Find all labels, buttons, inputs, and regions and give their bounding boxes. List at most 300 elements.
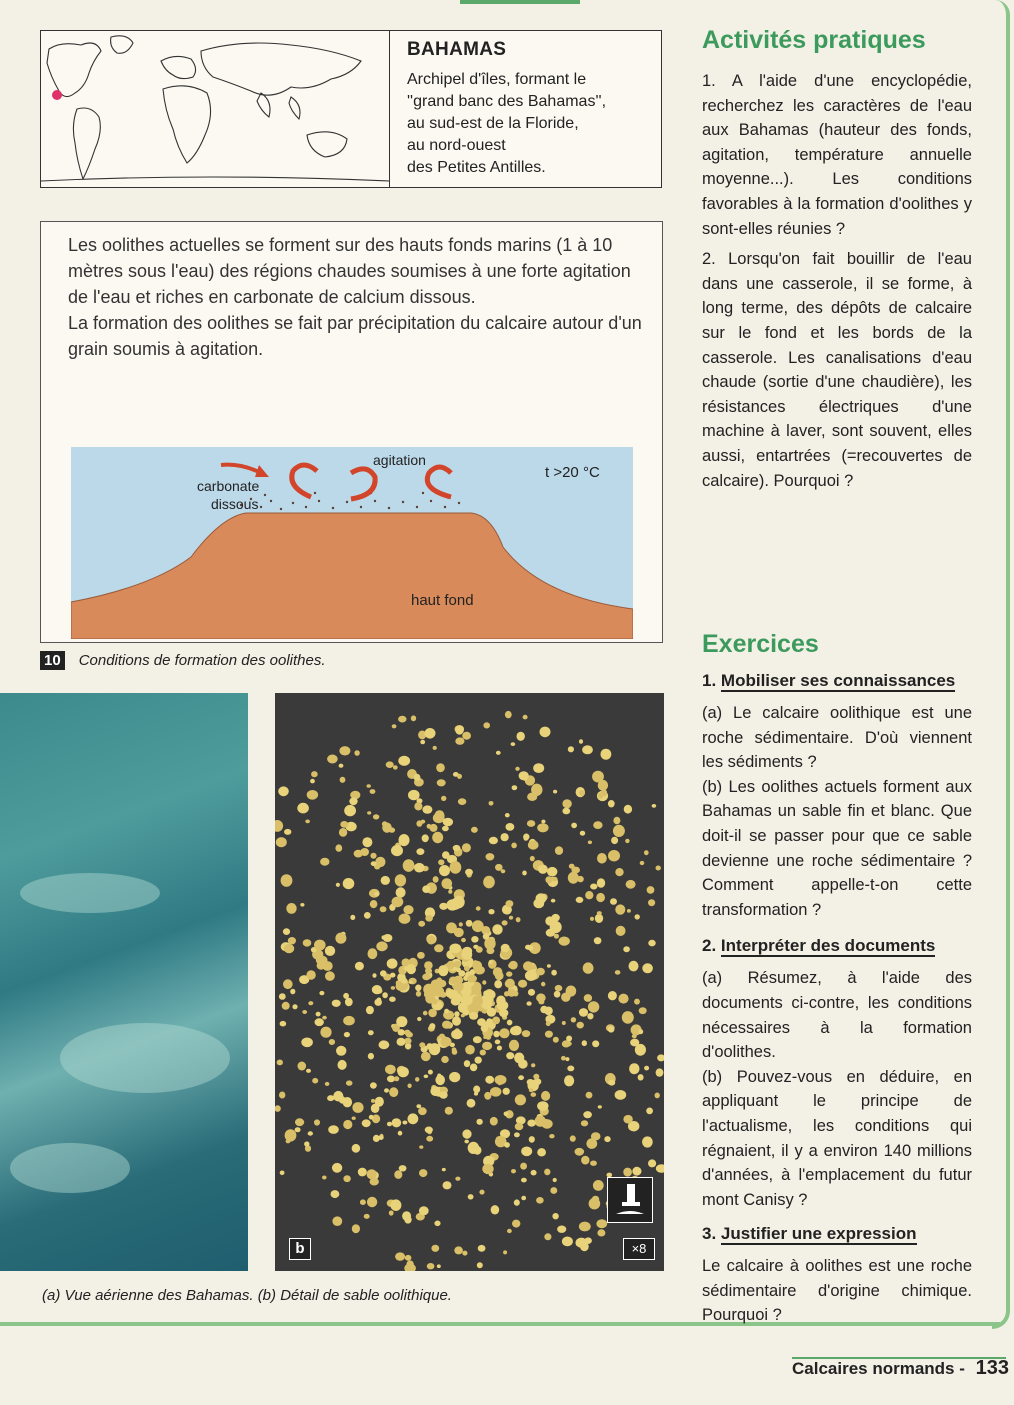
sand-grain [344,805,356,816]
sand-grain [507,1229,512,1233]
top-accent-bar [460,0,580,4]
sand-grain [280,1021,287,1027]
sand-grain [497,1046,502,1051]
bahamas-line-5: des Petites Antilles. [407,159,546,176]
sand-grain [632,1167,641,1176]
sand-grain [379,1040,390,1049]
sand-grain [443,1181,452,1189]
sand-grain [443,818,453,827]
sand-grain [562,808,570,815]
sand-grain [506,900,514,907]
sand-grain [466,920,473,927]
sand-grain [422,834,429,842]
sand-grain [540,727,551,738]
exercise-3-text: Le calcaire à oolithes est une roche sédimentaire d'origine chimique. Pourquoi ? [702,1257,972,1325]
sand-grain [583,962,594,973]
sand-grain [424,961,433,969]
sand-grain [562,1237,573,1247]
sand-grain [511,1169,516,1173]
sand-grain [551,970,557,976]
sand-grain [472,996,483,1007]
sand-grain [553,1178,557,1182]
sand-grain [417,1017,421,1021]
sand-grain [533,763,544,773]
sand-grain [523,961,533,971]
sand-grain [332,1163,342,1173]
sand-grain [469,1012,478,1020]
sand-grain [390,973,396,978]
sand-grain [464,1140,469,1144]
sand-grain [452,1047,457,1051]
sand-grain [581,1120,588,1126]
sand-grain [277,1060,283,1066]
sand-grain [547,964,551,967]
sand-grain [639,1007,647,1014]
sand-grain [339,764,344,768]
exercise-2-title: Interpréter des documents [720,936,936,956]
sand-grain [527,1079,534,1085]
world-map [41,31,390,187]
sand-grain [488,909,494,914]
sand-grain [522,871,527,876]
sand-grain [495,1075,507,1085]
sand-grain [531,1063,535,1067]
sand-grain [588,841,592,845]
sand-grain [613,825,625,837]
sand-grain [608,850,620,861]
sand-grain [516,917,521,922]
bahamas-info [407,39,657,179]
sand-grain [385,1065,396,1075]
sand-grain [458,798,466,805]
sand-grain [494,980,502,988]
sand-grain [538,865,548,874]
sand-grain [495,1040,501,1045]
sand-grain [376,941,387,951]
sand-grain [429,1023,435,1029]
sand-grain [461,1014,465,1017]
sand-grain [398,1067,409,1078]
sand-grain [461,938,466,942]
sand-grain [571,1017,576,1022]
sand-grain [505,711,512,718]
sand-grain [629,1063,639,1074]
sand-grain [320,858,329,866]
sand-grain [284,944,294,953]
sand-grain [422,974,430,981]
sand-grain [528,840,539,849]
sand-grain [392,897,404,908]
sand-grain [391,845,403,856]
sand-grain [430,824,438,832]
sand-grain [555,985,563,991]
sand-grain [391,986,395,990]
sand-grain [439,1091,447,1098]
sand-grain [387,1076,395,1083]
sand-grain [387,1122,392,1127]
bahamas-line-3: au sud-est de la Floride, [407,115,579,132]
sand-grain [449,944,461,954]
sand-grain [418,1107,427,1115]
sand-grain [496,996,506,1007]
sand-grain [459,922,463,926]
sand-grain [362,837,372,847]
sand-grain [545,1031,553,1038]
sand-grain [652,804,657,808]
sand-grain [276,837,287,847]
sand-grain [328,1125,339,1134]
sand-grain [371,861,377,866]
sand-grain [284,829,291,835]
sand-grain [416,848,424,855]
sand-grain [565,1057,569,1061]
sand-grain [453,896,465,909]
sand-grain [579,1008,588,1017]
sand-grain [527,1001,532,1005]
sand-grain [390,959,395,964]
exercices-section [702,630,972,1328]
sand-grain [506,1052,514,1059]
sand-grain [618,994,628,1004]
sand-grain [465,1045,475,1055]
sand-grain [490,1087,501,1097]
sand-grain [440,992,447,998]
sand-grain [306,1069,311,1073]
sand-grain [419,1169,427,1177]
sand-grain [436,763,445,772]
sand-grain [493,1031,499,1038]
sand-grain [515,767,519,771]
sand-grain [285,1129,297,1141]
sand-grain [587,1013,593,1019]
sand-grain [344,1032,350,1037]
sand-grain [575,1148,585,1156]
sand-grain [427,936,436,945]
sand-grain [615,970,621,975]
sand-grain [495,864,503,871]
sand-grain [395,874,406,886]
sand-grain [352,1144,361,1153]
sand-grain [311,771,318,777]
sand-grain [467,975,477,983]
sand-grain [372,973,376,978]
sand-grain [518,1059,528,1068]
sand-grain [439,865,450,876]
sand-grain [444,1022,448,1026]
sand-grain [390,1199,401,1211]
sand-grain [455,725,464,734]
sand-grain [598,793,604,799]
activite-1: 1. A l'aide d'une encyclopédie, recherchez les caractères de l'eau aux Bahamas (hauteur des fonds, agitation, température annuelle moyenne...). Les conditions favorables à la formation d'oolithes y sont-elles réunies ? [702,72,972,238]
sand-grain [404,1030,411,1036]
sand-grain [399,1165,407,1171]
sand-grain [432,832,443,843]
sand-grain [286,903,296,914]
photo-b-badge: b [289,1238,311,1260]
sand-grain [308,1001,313,1005]
sand-grain [367,811,371,814]
sand-grain [562,1021,566,1025]
sand-grain [546,1021,551,1026]
sand-grain [595,914,603,923]
exercise-1-heading [702,671,972,691]
sand-grain [364,912,371,919]
sand-grain [450,861,462,874]
sand-grain [392,724,397,728]
sand-grain [340,821,348,828]
sand-grain [552,1213,558,1219]
sand-grain [615,904,625,914]
sand-grain [371,1099,375,1103]
sand-grain [416,1104,421,1108]
sand-grain [656,1068,664,1076]
sand-grain [559,937,570,946]
sand-grain [300,806,304,810]
activites-title: Activités pratiques [702,26,926,54]
sand-grain [550,921,562,933]
sand-grain [300,903,304,907]
sand-grain [431,980,439,989]
sand-grain [506,823,515,831]
doc10-number: 10 [40,651,65,670]
sand-grain [432,999,438,1004]
sand-grain [568,746,574,752]
sand-grain [555,846,563,855]
sand-grain [403,905,413,914]
sand-grain [615,1090,627,1100]
sand-grain [378,1135,384,1140]
sand-grains [275,693,664,1271]
sand-grain [503,1250,507,1254]
sand-grain [582,1040,587,1046]
sand-grain [529,1136,535,1143]
sand-grain [523,715,528,720]
sand-grain [551,899,556,903]
sand-grain [483,876,495,889]
sand-grain [647,886,655,894]
sand-grain [592,1040,599,1047]
sand-grain [635,1044,646,1056]
sand-grain [374,892,379,896]
sand-grain [483,1036,487,1039]
sand-grain [343,1175,350,1182]
sand-grain [408,1113,419,1124]
sand-grain [325,1082,330,1086]
page-number: 133 [975,1357,1010,1379]
sand-grain [403,859,415,872]
footer-chapter: Calcaires normands - [792,1359,965,1378]
sand-grain [335,933,346,944]
sand-grain [458,1002,468,1013]
sand-grain [541,1091,550,1101]
doc10-paragraph-2: La formation des oolithes se fait par précipitation du calcaire autour d'un grain soumis à agitation. [68,313,642,359]
sand-grain [504,1112,509,1117]
sand-grain [531,1092,537,1097]
sand-grain [655,1093,660,1099]
sand-grain [362,1119,371,1127]
sand-grain [441,1056,449,1063]
bahamas-title: BAHAMAS [407,39,507,60]
sand-grain [596,893,605,902]
sand-grain [505,979,514,987]
sand-grain [509,1040,519,1051]
exercise-1a: (a) Le calcaire oolithique est une roche sédimentaire. D'où viennent les sédiments ? [702,704,972,772]
sand-grain [322,1176,327,1180]
sand-grain [482,1164,493,1174]
sand-grain [416,991,421,997]
sand-grain [634,999,640,1005]
exercise-1-number: 1. [702,671,717,690]
sand-grain [473,1036,482,1043]
label-temperature: t >20 °C [545,464,600,481]
sand-grain [345,998,353,1006]
sand-grain [314,940,326,951]
sand-grain [638,1029,643,1034]
sand-grain [346,1080,353,1085]
sand-grain [487,1018,493,1024]
sand-grain [616,926,626,936]
sand-grain [608,1026,615,1032]
sand-grain [531,1170,537,1176]
sand-grain [490,1158,495,1162]
sand-grain [541,1119,552,1129]
sand-grain [430,1086,440,1096]
sand-grain [352,1224,360,1233]
sand-grain [464,966,470,971]
sand-grain [515,1094,526,1105]
sand-grain [482,980,486,984]
sand-grain [579,790,585,796]
sand-grain [382,992,388,998]
sand-grain [462,732,471,740]
sand-grain [429,1043,441,1055]
bahamas-line-1: Archipel d'îles, formant le [407,71,587,88]
sand-grain [370,1082,377,1088]
sand-grain [468,1194,474,1199]
sand-grain [547,867,557,877]
sand-grain [405,1255,412,1261]
sand-grain [370,900,378,908]
sand-grain [424,1075,429,1079]
sand-grain [533,899,544,909]
sand-grain [279,1092,285,1099]
sand-grain [349,798,357,806]
sand-grain [495,971,504,980]
sand-grain [537,1148,546,1156]
sand-grain [416,820,422,826]
sand-grain [314,1119,320,1125]
sand-grain [553,1037,559,1043]
sand-grain [438,859,444,865]
sand-grain [333,1091,343,1102]
sand-grain [389,827,395,832]
sand-grain [401,978,408,984]
sand-grain [506,971,512,976]
bahamas-line-2: ''grand banc des Bahamas'', [407,93,607,110]
exercise-3-title: Justifier une expression [720,1224,917,1244]
sand-grain [462,1129,471,1138]
bahamas-line-4: au nord-ouest [407,137,506,154]
sand-grain [554,991,561,998]
sand-grain [414,774,421,781]
sand-grain [352,1102,363,1113]
sand-grain [455,1177,460,1181]
sand-grain [295,1127,301,1132]
sand-grain [407,968,412,973]
sand-grain [283,928,290,935]
page-footer [792,1357,1009,1380]
sand-grain [604,1136,610,1142]
sand-grain [408,1084,412,1089]
sand-grain [489,960,493,964]
reef-shoal [10,1143,130,1193]
exercise-2a: (a) Résumez, à l'aide des documents ci-contre, les conditions nécessaires à la formation d'oolithes. [702,969,972,1062]
sand-grain [644,850,649,855]
sand-grain [406,1260,413,1267]
sand-grain [491,1205,500,1214]
sand-grain [288,937,296,944]
sand-grain [590,884,597,890]
sand-grain [499,1009,508,1017]
sand-grain [358,1168,367,1177]
sand-grain [601,749,612,760]
reef-shoal [20,873,160,913]
sand-grain [541,820,545,824]
sand-grain [610,898,617,905]
sand-grain [648,1159,656,1167]
sand-grain [583,1111,592,1118]
sand-grain [431,1245,439,1252]
photos-caption: (a) Vue aérienne des Bahamas. (b) Détail de sable oolithique. [42,1287,452,1304]
sand-grain [481,1024,488,1032]
sand-grain [503,1088,510,1095]
sand-grain [569,864,575,869]
sand-grain [588,1001,599,1012]
sand-grain [576,897,584,903]
sand-grain [327,1095,334,1101]
sand-grain [504,1142,510,1148]
sand-grain [316,1012,321,1017]
sand-grain [622,1011,634,1024]
sand-grain [568,872,579,884]
sand-grain [530,856,535,861]
sand-grain [512,1026,522,1036]
doc10-caption-row [40,651,326,670]
sand-grain [642,1136,653,1147]
sand-grain [638,1074,644,1080]
sand-grain [613,817,620,824]
sand-grain [282,1002,290,1010]
bahamas-map-box [40,30,662,188]
sand-grain [433,746,437,750]
sand-grain [476,906,481,910]
sand-grain [597,853,607,864]
sand-grain [483,722,490,728]
sand-grain [521,1196,526,1201]
sand-grain [527,793,537,801]
sand-grain [468,1142,480,1154]
sand-grain [479,1190,484,1195]
sand-grain [509,916,513,920]
exercise-3-number: 3. [702,1224,717,1244]
sand-grain [465,869,473,876]
sand-grain [389,997,396,1002]
sand-grain [564,1075,574,1086]
sand-grain [442,826,449,832]
sand-grain [566,1036,572,1042]
sand-grain [514,1199,520,1205]
sand-grain [415,1077,419,1082]
